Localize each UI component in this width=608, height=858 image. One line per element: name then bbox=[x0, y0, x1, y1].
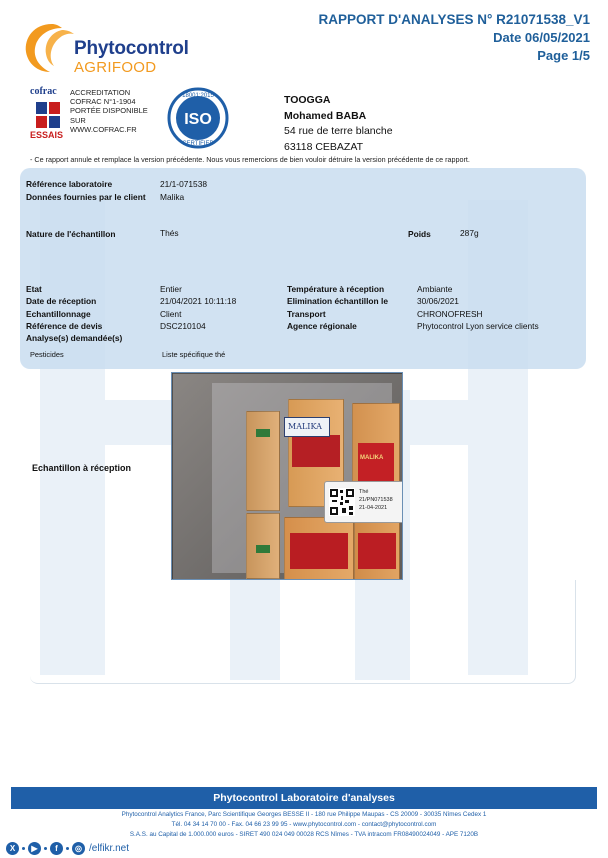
analysis-list: Liste spécifique thé bbox=[162, 350, 226, 359]
analysis-name: Pesticides bbox=[30, 350, 64, 359]
client-company: TOOGGA bbox=[284, 94, 331, 106]
accreditation-text bbox=[70, 88, 170, 134]
youtube-icon[interactable]: ▶ bbox=[28, 842, 41, 855]
cofrac-emblem-icon bbox=[34, 100, 62, 130]
separator-dot bbox=[22, 847, 25, 850]
label-line-2: 21/PN071538 bbox=[359, 497, 393, 503]
ref-value: 21/1-071538 bbox=[160, 179, 208, 189]
requested-label: Analyse(s) demandée(s) bbox=[26, 333, 123, 343]
x-icon[interactable]: X bbox=[6, 842, 19, 855]
temp-value: Ambiante bbox=[417, 284, 453, 294]
client-data-label: Données fournies par le client bbox=[26, 192, 146, 202]
replacement-notice: - Ce rapport annule et remplace la version précédente. Nous vous remercions de bien vouloir détruire la version précédente de ce rapport. bbox=[30, 155, 470, 164]
label-line-1: Thé bbox=[359, 489, 369, 495]
transport-label: Transport bbox=[287, 309, 326, 319]
client-city: 63118 CEBAZAT bbox=[284, 140, 363, 153]
client-address bbox=[284, 93, 393, 155]
separator-dot bbox=[66, 847, 69, 850]
quote-value: DSC210104 bbox=[160, 321, 206, 331]
accreditation-line: SUR bbox=[70, 115, 86, 125]
cofrac-logo bbox=[30, 86, 66, 142]
sampling-label: Echantillonnage bbox=[26, 309, 91, 319]
weight-value: 287g bbox=[460, 228, 479, 238]
iso-bottom-text: CERTIFIED bbox=[182, 141, 214, 147]
handwritten-tag-text: MALIKA bbox=[288, 422, 322, 431]
cofrac-word: cofrac bbox=[30, 86, 57, 97]
ref-label: Référence laboratoire bbox=[26, 179, 113, 189]
client-name: Mohamed BABA bbox=[284, 109, 367, 122]
weight-label: Poids bbox=[408, 229, 431, 239]
reception-value: 21/04/2021 10:11:18 bbox=[160, 296, 237, 306]
transport-value: CHRONOFRESH bbox=[417, 309, 483, 319]
logo-swirl-icon bbox=[22, 20, 82, 76]
footer-legal: S.A.S. au Capital de 1.000.000 euros - SIRET 490 024 049 00028 RCS Nîmes - TVA intracom FR08490024049 - APE 7120B bbox=[129, 831, 479, 838]
separator-dot bbox=[44, 847, 47, 850]
client-street: 54 rue de terre blanche bbox=[284, 125, 393, 137]
cofrac-essais: ESSAIS bbox=[30, 130, 64, 140]
photo-frame bbox=[30, 580, 576, 684]
temp-label: Température à réception bbox=[287, 284, 385, 294]
state-value: Entier bbox=[160, 284, 182, 294]
report-number: RAPPORT D'ANALYSES N° R21071538_V1 bbox=[318, 12, 590, 27]
label-line-3: 21-04-2021 bbox=[359, 505, 388, 511]
logo-name: Phytocontrol bbox=[74, 38, 189, 59]
reception-label: Date de réception bbox=[26, 296, 97, 306]
photo-caption: Echantillon à réception bbox=[32, 463, 132, 473]
instagram-icon[interactable]: ◎ bbox=[72, 842, 85, 855]
facebook-icon[interactable]: f bbox=[50, 842, 63, 855]
sample-label bbox=[324, 481, 403, 523]
iso-certified-badge-icon bbox=[163, 87, 233, 149]
page-indicator: Page 1/5 bbox=[537, 48, 590, 63]
elim-value: 30/06/2021 bbox=[417, 296, 459, 306]
accreditation-line: WWW.COFRAC.FR bbox=[70, 124, 137, 134]
quote-label: Référence de devis bbox=[26, 321, 103, 331]
agency-label: Agence régionale bbox=[287, 321, 357, 331]
client-data-value: Malika bbox=[160, 192, 185, 202]
social-handle[interactable]: /elfikr.net bbox=[89, 842, 130, 854]
iso-label: ISO bbox=[184, 111, 212, 128]
nature-label: Nature de l'échantillon bbox=[26, 229, 116, 239]
accreditation-line: COFRAC N°1-1904 bbox=[70, 97, 136, 107]
nature-value: Thés bbox=[160, 228, 179, 238]
accreditation-line: PORTÉE DISPONIBLE bbox=[70, 106, 148, 116]
phytocontrol-logo bbox=[22, 14, 212, 80]
sample-photo bbox=[171, 372, 403, 580]
agency-value: Phytocontrol Lyon service clients bbox=[417, 321, 539, 331]
elim-label: Elimination échantillon le bbox=[287, 296, 388, 306]
social-bar bbox=[6, 841, 129, 855]
handwritten-tag bbox=[284, 417, 330, 437]
footer-banner: Phytocontrol Laboratoire d'analyses bbox=[11, 787, 597, 809]
sampling-value: Client bbox=[160, 309, 182, 319]
iso-top-text: 18001:2015 bbox=[182, 93, 214, 99]
footer-address: Phytocontrol Analytics France, Parc Scientifique Georges BESSE II - 180 rue Philippe Maupas - CS 20009 - 30035 Nîmes Cedex 1 bbox=[121, 811, 487, 818]
footer-contact: Tél. 04 34 14 70 00 - Fax. 04 66 23 99 95 - www.phytocontrol.com - contact@phytocontrol.com bbox=[171, 821, 437, 828]
report-date: Date 06/05/2021 bbox=[493, 30, 590, 45]
box-brand-text: MALIKA bbox=[360, 455, 384, 461]
state-label: Etat bbox=[26, 284, 42, 294]
accreditation-line: ACCREDITATION bbox=[70, 88, 131, 97]
logo-subtitle: AGRIFOOD bbox=[74, 59, 157, 76]
qr-code-icon bbox=[329, 488, 355, 516]
